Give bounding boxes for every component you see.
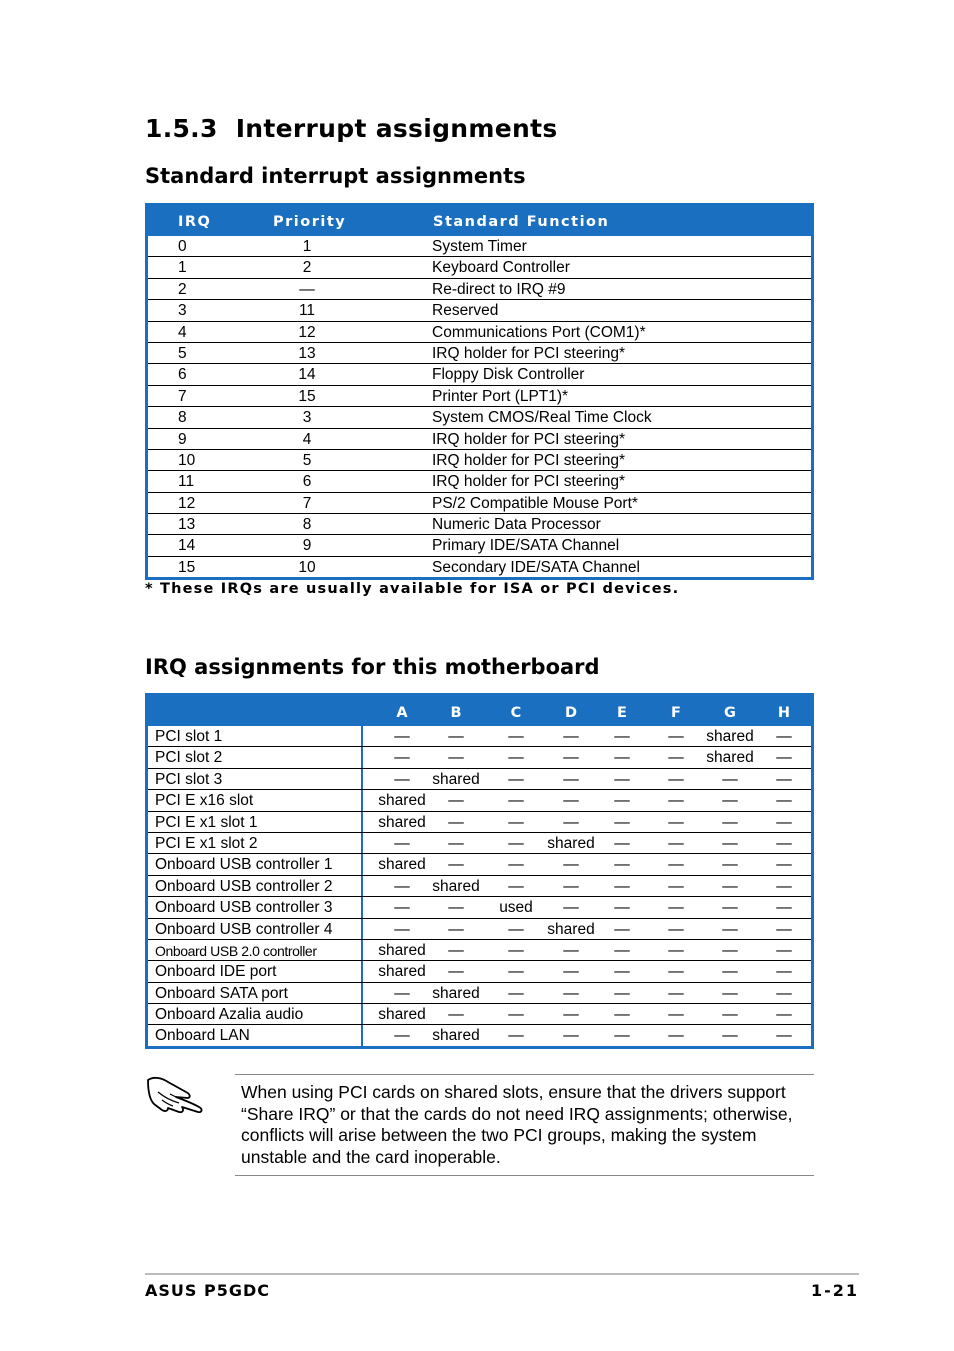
pointing-hand-icon [146, 1070, 206, 1116]
device-label: Onboard USB controller 1 [155, 856, 333, 874]
assignment-cell: — [614, 813, 630, 831]
table-row [148, 812, 811, 833]
irq-value: 2 [178, 280, 187, 298]
section-title [145, 114, 558, 143]
standard-table-body [148, 236, 811, 577]
device-label: Onboard USB controller 4 [155, 920, 333, 938]
priority-value: 13 [298, 344, 316, 362]
standard-interrupt-table [145, 203, 814, 580]
priority-value: 2 [302, 259, 312, 277]
function-value: Re-direct to IRQ #9 [432, 280, 566, 298]
header-column: F [671, 705, 681, 721]
assignment-cell: — [394, 920, 410, 938]
irq-value: 12 [178, 494, 196, 512]
assignment-cell: — [563, 813, 579, 831]
irq-value: 4 [178, 323, 187, 341]
irq-value: 1 [178, 259, 187, 277]
function-value: Reserved [432, 302, 499, 320]
note-top-rule [235, 1074, 814, 1075]
assignment-cell: — [668, 899, 684, 917]
table-row [148, 983, 811, 1004]
table-row [148, 790, 811, 811]
assignment-cell: — [668, 749, 684, 767]
assignment-cell: — [776, 728, 792, 745]
assignment-cell: — [448, 813, 464, 831]
assignment-cell: shared [547, 920, 595, 938]
assignment-cell: — [394, 749, 410, 767]
assignment-cell: — [394, 877, 410, 895]
assignment-cell: — [508, 770, 524, 788]
table-row [148, 833, 811, 854]
table-row [148, 961, 811, 982]
assignment-cell: — [563, 1027, 579, 1045]
header-column: D [564, 705, 578, 721]
section-title-text: Interrupt assignments [235, 114, 558, 143]
function-value: PS/2 Compatible Mouse Port* [432, 494, 638, 512]
function-value: IRQ holder for PCI steering* [432, 451, 625, 469]
table-row [148, 450, 811, 471]
priority-value: 15 [298, 387, 316, 405]
assignment-cell: — [563, 963, 579, 981]
assignment-cell: shared [547, 834, 595, 852]
assignment-cell: — [394, 899, 410, 917]
assignment-cell: — [668, 792, 684, 810]
table-row [148, 769, 811, 790]
function-value: System Timer [432, 238, 527, 255]
assignment-cell: — [508, 877, 524, 895]
device-label: Onboard IDE port [155, 963, 277, 981]
table-row [148, 897, 811, 918]
assignment-cell: — [394, 728, 410, 745]
assignment-cell: — [563, 899, 579, 917]
table-row [148, 386, 811, 407]
priority-value: 4 [302, 430, 312, 448]
assignment-cell: — [448, 1006, 464, 1024]
irq-table-header [148, 693, 811, 726]
table-row [148, 236, 811, 257]
header-column: C [510, 705, 522, 721]
assignment-cell: — [394, 984, 410, 1002]
assignment-cell: — [776, 877, 792, 895]
assignment-cell: — [776, 792, 792, 810]
assignment-cell: — [508, 920, 524, 938]
assignment-cell: — [508, 792, 524, 810]
assignment-cell: — [722, 1006, 738, 1024]
table-row [148, 876, 811, 897]
assignment-cell: shared [378, 856, 426, 874]
function-value: Keyboard Controller [432, 259, 570, 277]
assignment-cell: — [776, 1027, 792, 1045]
function-value: IRQ holder for PCI steering* [432, 430, 625, 448]
assignment-cell: — [722, 770, 738, 788]
assignment-cell: — [722, 834, 738, 852]
assignment-cell: — [722, 941, 738, 959]
assignment-cell: — [448, 792, 464, 810]
assignment-cell: — [668, 728, 684, 745]
priority-value: 9 [302, 537, 312, 555]
table-row [148, 407, 811, 428]
irq-value: 14 [178, 537, 196, 555]
table-row [148, 322, 811, 343]
header-irq: IRQ [178, 214, 212, 230]
table-row [148, 726, 811, 747]
assignment-cell: — [448, 920, 464, 938]
note-text: When using PCI cards on shared slots, ensure that the drivers support “Share IRQ” or that the cards do not need IRQ assignments; otherwise, conflicts will arise between the two PCI groups, making the system unstable and the card inoperable. [241, 1082, 793, 1167]
assignment-cell: — [508, 963, 524, 981]
assignment-cell: — [614, 941, 630, 959]
assignment-cell: — [394, 770, 410, 788]
assignment-cell: — [448, 941, 464, 959]
assignment-cell: — [722, 1027, 738, 1045]
assignment-cell: shared [378, 1006, 426, 1024]
assignment-cell: — [563, 984, 579, 1002]
assignment-cell: — [508, 1027, 524, 1045]
assignment-cell: — [722, 856, 738, 874]
device-label: Onboard SATA port [155, 984, 288, 1002]
assignment-cell: — [508, 813, 524, 831]
assignment-cell: — [563, 941, 579, 959]
assignment-cell: — [668, 984, 684, 1002]
assignment-cell: — [448, 963, 464, 981]
assignment-cell: — [668, 813, 684, 831]
header-column: E [617, 705, 627, 721]
irq-value: 8 [178, 409, 187, 427]
header-priority: Priority [273, 214, 347, 230]
table-row [148, 535, 811, 556]
device-label: PCI E x1 slot 2 [155, 834, 258, 852]
assignment-cell: — [614, 899, 630, 917]
header-function: Standard Function [433, 214, 610, 230]
assignment-cell: — [614, 1006, 630, 1024]
function-value: System CMOS/Real Time Clock [432, 409, 652, 427]
assignment-cell: shared [378, 813, 426, 831]
assignment-cell: — [614, 856, 630, 874]
assignment-cell: — [614, 749, 630, 767]
assignment-cell: — [776, 984, 792, 1002]
assignment-cell: — [776, 920, 792, 938]
assignment-cell: used [499, 899, 533, 917]
function-value: Communications Port (COM1)* [432, 323, 646, 341]
header-column: A [396, 705, 408, 721]
assignment-cell: — [668, 877, 684, 895]
standard-heading: Standard interrupt assignments [145, 164, 526, 188]
irq-table-body [148, 726, 811, 1046]
function-value: Primary IDE/SATA Channel [432, 537, 620, 555]
assignment-cell: — [722, 984, 738, 1002]
device-label: Onboard USB controller 3 [155, 899, 333, 917]
function-value: Secondary IDE/SATA Channel [432, 558, 640, 576]
header-column: H [777, 705, 791, 721]
function-value: Floppy Disk Controller [432, 366, 585, 384]
irq-value: 10 [178, 451, 196, 469]
assignment-cell: — [394, 834, 410, 852]
priority-value: 12 [298, 323, 316, 341]
assignment-cell: — [776, 813, 792, 831]
table-row [148, 429, 811, 450]
section-number: 1.5.3 [145, 114, 218, 143]
priority-value: 8 [302, 516, 312, 534]
assignment-cell: shared [432, 1027, 480, 1045]
table-row [148, 557, 811, 577]
assignment-cell: — [668, 941, 684, 959]
table-row [148, 364, 811, 385]
assignment-cell: — [776, 941, 792, 959]
assignment-cell: — [668, 920, 684, 938]
assignment-cell: shared [432, 984, 480, 1002]
assignment-cell: — [722, 877, 738, 895]
priority-value: 3 [302, 409, 312, 427]
assignment-cell: shared [432, 877, 480, 895]
irq-value: 6 [178, 366, 187, 384]
assignment-cell: — [448, 856, 464, 874]
table-row [148, 919, 811, 940]
assignment-cell: — [448, 728, 464, 745]
table-row [148, 343, 811, 364]
table-row [148, 493, 811, 514]
irq-value: 9 [178, 430, 187, 448]
assignment-cell: — [508, 856, 524, 874]
priority-value: 10 [298, 558, 316, 576]
assignment-cell: — [394, 1027, 410, 1045]
assignment-cell: — [563, 877, 579, 895]
motherboard-heading: IRQ assignments for this motherboard [145, 655, 600, 679]
assignment-cell: — [614, 728, 630, 745]
assignment-cell: — [508, 984, 524, 1002]
device-label: PCI slot 1 [155, 728, 223, 745]
assignment-cell: — [776, 963, 792, 981]
irq-value: 15 [178, 558, 196, 576]
irq-assignment-table [145, 693, 814, 1049]
irq-value: 13 [178, 516, 196, 534]
priority-value: 1 [302, 238, 312, 255]
assignment-cell: shared [378, 941, 426, 959]
assignment-cell: — [776, 899, 792, 917]
header-column: G [724, 705, 736, 721]
assignment-cell: shared [378, 792, 426, 810]
assignment-cell: — [508, 1006, 524, 1024]
assignment-cell: — [614, 877, 630, 895]
assignment-cell: — [668, 963, 684, 981]
device-label: Onboard LAN [155, 1027, 250, 1045]
assignment-cell: — [776, 834, 792, 852]
function-value: Numeric Data Processor [432, 516, 601, 534]
assignment-cell: — [776, 770, 792, 788]
priority-value: 7 [302, 494, 312, 512]
assignment-cell: — [448, 899, 464, 917]
assignment-cell: — [668, 1006, 684, 1024]
assignment-cell: — [614, 834, 630, 852]
assignment-cell: — [776, 749, 792, 767]
assignment-cell: shared [706, 749, 754, 767]
table-row [148, 279, 811, 300]
irq-value: 11 [178, 473, 195, 491]
irq-value: 5 [178, 344, 187, 362]
assignment-cell: — [563, 856, 579, 874]
standard-table-header [148, 203, 811, 236]
assignment-cell: — [668, 856, 684, 874]
table-row [148, 514, 811, 535]
assignment-cell: — [776, 1006, 792, 1024]
priority-value: 6 [302, 473, 312, 491]
footer-page-number: 1-21 [810, 1281, 859, 1300]
table-row [148, 854, 811, 875]
assignment-cell: — [563, 749, 579, 767]
assignment-cell: — [508, 834, 524, 852]
assignment-cell: — [614, 920, 630, 938]
assignment-cell: — [448, 749, 464, 767]
note-bottom-rule [235, 1175, 814, 1176]
assignment-cell: — [668, 1027, 684, 1045]
assignment-cell: — [563, 1006, 579, 1024]
device-label: PCI slot 2 [155, 749, 223, 767]
assignment-cell: — [722, 792, 738, 810]
table-row [148, 300, 811, 321]
assignment-cell: — [614, 984, 630, 1002]
assignment-cell: — [614, 792, 630, 810]
header-column: B [450, 705, 462, 721]
device-label: Onboard Azalia audio [155, 1006, 304, 1024]
assignment-cell: — [668, 770, 684, 788]
assignment-cell: — [668, 834, 684, 852]
priority-value: 5 [302, 451, 312, 469]
assignment-cell: — [563, 770, 579, 788]
footnote: * These IRQs are usually available for ISA or PCI devices. [145, 581, 680, 597]
assignment-cell: — [508, 728, 524, 745]
assignment-cell: — [614, 770, 630, 788]
table-row [148, 747, 811, 768]
assignment-cell: — [508, 941, 524, 959]
table-row [148, 940, 811, 961]
function-value: IRQ holder for PCI steering* [432, 473, 625, 491]
table-row [148, 1004, 811, 1025]
assignment-cell: shared [706, 728, 754, 745]
irq-value: 7 [178, 387, 187, 405]
assignment-cell: — [614, 963, 630, 981]
footer-product: ASUS P5GDC [145, 1281, 271, 1300]
table-row [148, 471, 811, 492]
assignment-cell: — [563, 792, 579, 810]
function-value: IRQ holder for PCI steering* [432, 344, 625, 362]
function-value: Printer Port (LPT1)* [432, 387, 569, 405]
assignment-cell: — [614, 1027, 630, 1045]
device-label: PCI E x16 slot [155, 792, 254, 810]
table-row [148, 1025, 811, 1045]
priority-value: — [299, 280, 315, 298]
assignment-cell: — [722, 813, 738, 831]
assignment-cell: — [448, 834, 464, 852]
assignment-cell: — [722, 963, 738, 981]
device-label: Onboard USB 2.0 controller [155, 942, 317, 959]
assignment-cell: — [563, 728, 579, 745]
assignment-cell: — [508, 749, 524, 767]
irq-value: 0 [178, 238, 187, 255]
table-row [148, 257, 811, 278]
device-label: Onboard USB controller 2 [155, 877, 333, 895]
device-label: PCI slot 3 [155, 770, 223, 788]
assignment-cell: shared [378, 963, 426, 981]
device-label: PCI E x1 slot 1 [155, 813, 258, 831]
assignment-cell: shared [432, 770, 480, 788]
priority-value: 14 [298, 366, 316, 384]
assignment-cell: — [722, 899, 738, 917]
irq-value: 3 [178, 302, 187, 320]
footer-rule [145, 1273, 859, 1275]
assignment-cell: — [722, 920, 738, 938]
assignment-cell: — [776, 856, 792, 874]
priority-value: 11 [298, 302, 316, 320]
